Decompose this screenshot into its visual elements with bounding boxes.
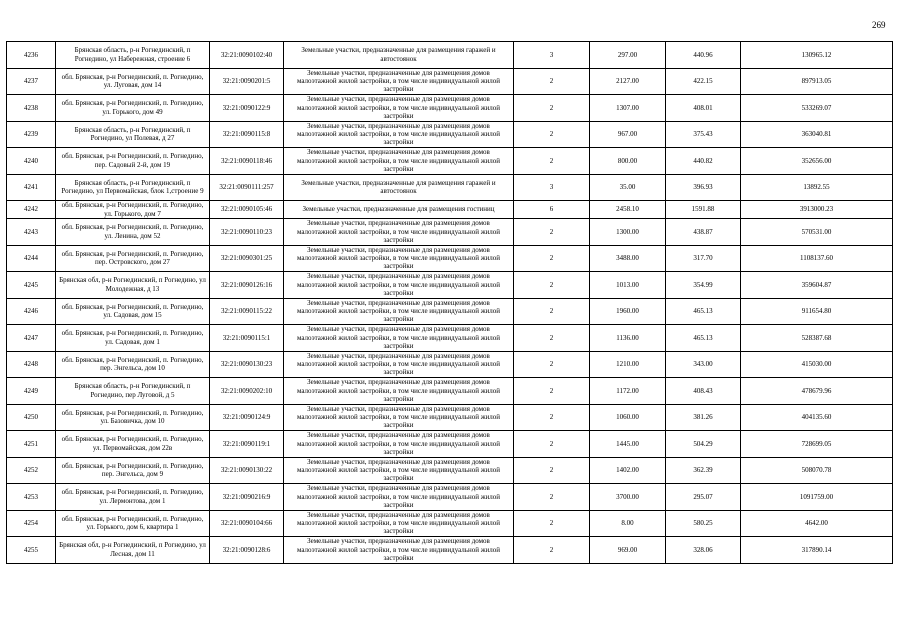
area-cell: 35.00 bbox=[590, 174, 666, 201]
land-use-cell: Земельные участки, предназначенные для размещения гаражей и автостоянок bbox=[284, 42, 514, 69]
group-number-cell: 2 bbox=[514, 404, 590, 431]
table-row bbox=[7, 510, 893, 537]
address-cell: обл. Брянская, р-н Рогнединский, п. Рогнедино, ул. Горького, дом 49 bbox=[56, 95, 210, 122]
cadastral-value-cell: 3913000.23 bbox=[741, 201, 893, 219]
land-use-cell: Земельные участки, предназначенные для размещения домов малоэтажной жилой застройки, в том числе индивидуальной жилой застройки bbox=[284, 351, 514, 378]
area-cell: 1960.00 bbox=[590, 298, 666, 325]
land-use-cell: Земельные участки, предназначенные для размещения домов малоэтажной жилой застройки, в том числе индивидуальной жилой застройки bbox=[284, 68, 514, 95]
cadastral-value-cell: 528387.68 bbox=[741, 325, 893, 352]
row-number-cell: 4236 bbox=[7, 42, 56, 69]
land-use-cell: Земельные участки, предназначенные для размещения гостиниц bbox=[284, 201, 514, 219]
row-number-cell: 4242 bbox=[7, 201, 56, 219]
table-row bbox=[7, 404, 893, 431]
area-cell: 1210.00 bbox=[590, 351, 666, 378]
cadastral-number-cell: 32:21:0090122:9 bbox=[210, 95, 284, 122]
land-use-cell: Земельные участки, предназначенные для размещения домов малоэтажной жилой застройки, в том числе индивидуальной жилой застройки bbox=[284, 272, 514, 299]
cadastral-value-cell: 4642.00 bbox=[741, 510, 893, 537]
cadastral-number-cell: 32:21:0090126:16 bbox=[210, 272, 284, 299]
specific-value-cell: 381.26 bbox=[666, 404, 741, 431]
address-cell: обл. Брянская, р-н Рогнединский, п. Рогнедино, пер. Энгельса, дом 9 bbox=[56, 457, 210, 484]
cadastral-number-cell: 32:21:0090119:1 bbox=[210, 431, 284, 458]
row-number-cell: 4243 bbox=[7, 219, 56, 246]
cadastral-number-cell: 32:21:0090115:22 bbox=[210, 298, 284, 325]
cadastral-value-cell: 570531.00 bbox=[741, 219, 893, 246]
address-cell: обл. Брянская, р-н Рогнединский, п. Рогнедино, ул. Базовичка, дом 10 bbox=[56, 404, 210, 431]
specific-value-cell: 465.13 bbox=[666, 298, 741, 325]
area-cell: 1060.00 bbox=[590, 404, 666, 431]
specific-value-cell: 317.70 bbox=[666, 245, 741, 272]
table-row bbox=[7, 174, 893, 201]
cadastral-value-cell: 897913.05 bbox=[741, 68, 893, 95]
row-number-cell: 4254 bbox=[7, 510, 56, 537]
cadastral-number-cell: 32:21:0090130:22 bbox=[210, 457, 284, 484]
land-use-cell: Земельные участки, предназначенные для размещения домов малоэтажной жилой застройки, в том числе индивидуальной жилой застройки bbox=[284, 325, 514, 352]
land-use-cell: Земельные участки, предназначенные для размещения домов малоэтажной жилой застройки, в том числе индивидуальной жилой застройки bbox=[284, 484, 514, 511]
address-cell: обл. Брянская, р-н Рогнединский, п. Рогнедино, ул. Садовая, дом 1 bbox=[56, 325, 210, 352]
group-number-cell: 2 bbox=[514, 245, 590, 272]
address-cell: Брянская область, р-н Рогнединский, п Рогнедино, пер Луговой, д 5 bbox=[56, 378, 210, 405]
row-number-cell: 4244 bbox=[7, 245, 56, 272]
specific-value-cell: 375.43 bbox=[666, 121, 741, 148]
row-number-cell: 4255 bbox=[7, 537, 56, 564]
row-number-cell: 4251 bbox=[7, 431, 56, 458]
cadastral-value-cell: 508070.78 bbox=[741, 457, 893, 484]
land-use-cell: Земельные участки, предназначенные для размещения домов малоэтажной жилой застройки, в том числе индивидуальной жилой застройки bbox=[284, 219, 514, 246]
table-row bbox=[7, 219, 893, 246]
cadastral-value-cell: 130965.12 bbox=[741, 42, 893, 69]
cadastral-value-cell: 478679.96 bbox=[741, 378, 893, 405]
cadastral-value-cell: 533269.07 bbox=[741, 95, 893, 122]
group-number-cell: 2 bbox=[514, 431, 590, 458]
area-cell: 1172.00 bbox=[590, 378, 666, 405]
group-number-cell: 2 bbox=[514, 95, 590, 122]
area-cell: 969.00 bbox=[590, 537, 666, 564]
cadastral-value-cell: 1091759.00 bbox=[741, 484, 893, 511]
table-row bbox=[7, 457, 893, 484]
cadastral-number-cell: 32:21:0090201:5 bbox=[210, 68, 284, 95]
land-use-cell: Земельные участки, предназначенные для размещения домов малоэтажной жилой застройки, в том числе индивидуальной жилой застройки bbox=[284, 404, 514, 431]
cadastral-number-cell: 32:21:0090102:40 bbox=[210, 42, 284, 69]
table-row bbox=[7, 351, 893, 378]
cadastral-number-cell: 32:21:0090124:9 bbox=[210, 404, 284, 431]
group-number-cell: 2 bbox=[514, 457, 590, 484]
cadastral-value-cell: 404135.60 bbox=[741, 404, 893, 431]
land-use-cell: Земельные участки, предназначенные для размещения домов малоэтажной жилой застройки, в том числе индивидуальной жилой застройки bbox=[284, 245, 514, 272]
address-cell: обл. Брянская, р-н Рогнединский, п. Рогнедино, ул. Лермонтова, дом 1 bbox=[56, 484, 210, 511]
group-number-cell: 2 bbox=[514, 484, 590, 511]
table-row bbox=[7, 298, 893, 325]
row-number-cell: 4241 bbox=[7, 174, 56, 201]
group-number-cell: 2 bbox=[514, 510, 590, 537]
cadastral-number-cell: 32:21:0090216:9 bbox=[210, 484, 284, 511]
row-number-cell: 4252 bbox=[7, 457, 56, 484]
table-row bbox=[7, 325, 893, 352]
land-use-cell: Земельные участки, предназначенные для размещения домов малоэтажной жилой застройки, в том числе индивидуальной жилой застройки bbox=[284, 431, 514, 458]
area-cell: 800.00 bbox=[590, 148, 666, 175]
specific-value-cell: 438.87 bbox=[666, 219, 741, 246]
row-number-cell: 4253 bbox=[7, 484, 56, 511]
address-cell: обл. Брянская, р-н Рогнединский, п. Рогнедино, ул. Садовая, дом 15 bbox=[56, 298, 210, 325]
cadastral-value-cell: 728699.05 bbox=[741, 431, 893, 458]
address-cell: Брянская область, р-н Рогнединский, п Рогнедино, ул Полевая, д 27 bbox=[56, 121, 210, 148]
specific-value-cell: 354.99 bbox=[666, 272, 741, 299]
address-cell: обл. Брянская, р-н Рогнединский, п. Рогнедино, ул. Луговая, дом 14 bbox=[56, 68, 210, 95]
table-row bbox=[7, 245, 893, 272]
table-row bbox=[7, 201, 893, 219]
group-number-cell: 2 bbox=[514, 68, 590, 95]
cadastral-value-cell: 363040.81 bbox=[741, 121, 893, 148]
cadastral-number-cell: 32:21:0090111:257 bbox=[210, 174, 284, 201]
cadastral-value-cell: 317890.14 bbox=[741, 537, 893, 564]
table-body bbox=[7, 42, 893, 564]
land-use-cell: Земельные участки, предназначенные для размещения домов малоэтажной жилой застройки, в том числе индивидуальной жилой застройки bbox=[284, 457, 514, 484]
specific-value-cell: 580.25 bbox=[666, 510, 741, 537]
address-cell: обл. Брянская, р-н Рогнединский, п. Рогнедино, ул. Горького, дом 6, квартира 1 bbox=[56, 510, 210, 537]
area-cell: 1013.00 bbox=[590, 272, 666, 299]
page-number: 269 bbox=[872, 20, 886, 30]
specific-value-cell: 1591.88 bbox=[666, 201, 741, 219]
row-number-cell: 4238 bbox=[7, 95, 56, 122]
group-number-cell: 2 bbox=[514, 219, 590, 246]
group-number-cell: 2 bbox=[514, 325, 590, 352]
cadastral-value-table bbox=[6, 41, 893, 564]
specific-value-cell: 396.93 bbox=[666, 174, 741, 201]
specific-value-cell: 362.39 bbox=[666, 457, 741, 484]
land-use-cell: Земельные участки, предназначенные для размещения домов малоэтажной жилой застройки, в том числе индивидуальной жилой застройки bbox=[284, 378, 514, 405]
specific-value-cell: 408.01 bbox=[666, 95, 741, 122]
group-number-cell: 2 bbox=[514, 298, 590, 325]
specific-value-cell: 465.13 bbox=[666, 325, 741, 352]
area-cell: 1445.00 bbox=[590, 431, 666, 458]
table-row bbox=[7, 484, 893, 511]
cadastral-number-cell: 32:21:0090118:46 bbox=[210, 148, 284, 175]
cadastral-value-cell: 359604.87 bbox=[741, 272, 893, 299]
address-cell: обл. Брянская, р-н Рогнединский, п. Рогнедино, пер. Энгельса, дом 10 bbox=[56, 351, 210, 378]
specific-value-cell: 440.96 bbox=[666, 42, 741, 69]
row-number-cell: 4248 bbox=[7, 351, 56, 378]
cadastral-value-cell: 13892.55 bbox=[741, 174, 893, 201]
table-row bbox=[7, 68, 893, 95]
cadastral-number-cell: 32:21:0090128:6 bbox=[210, 537, 284, 564]
specific-value-cell: 440.82 bbox=[666, 148, 741, 175]
table-row bbox=[7, 148, 893, 175]
cadastral-number-cell: 32:21:0090110:23 bbox=[210, 219, 284, 246]
area-cell: 967.00 bbox=[590, 121, 666, 148]
address-cell: обл. Брянская, р-н Рогнединский, п. Рогнедино, пер. Садовый 2-й, дом 19 bbox=[56, 148, 210, 175]
table-row bbox=[7, 95, 893, 122]
address-cell: Брянская область, р-н Рогнединский, п Рогнедино, ул Первомайская, блок 1,строение 9 bbox=[56, 174, 210, 201]
group-number-cell: 3 bbox=[514, 42, 590, 69]
row-number-cell: 4239 bbox=[7, 121, 56, 148]
table-row bbox=[7, 378, 893, 405]
address-cell: обл. Брянская, р-н Рогнединский, п. Рогнедино, пер. Островского, дом 27 bbox=[56, 245, 210, 272]
group-number-cell: 2 bbox=[514, 148, 590, 175]
cadastral-value-cell: 415030.00 bbox=[741, 351, 893, 378]
address-cell: Брянская область, р-н Рогнединский, п Рогнедино, ул Набережная, строение 6 bbox=[56, 42, 210, 69]
area-cell: 1307.00 bbox=[590, 95, 666, 122]
row-number-cell: 4237 bbox=[7, 68, 56, 95]
group-number-cell: 2 bbox=[514, 351, 590, 378]
land-use-cell: Земельные участки, предназначенные для размещения домов малоэтажной жилой застройки, в том числе индивидуальной жилой застройки bbox=[284, 510, 514, 537]
table-row bbox=[7, 272, 893, 299]
land-use-cell: Земельные участки, предназначенные для размещения домов малоэтажной жилой застройки, в том числе индивидуальной жилой застройки bbox=[284, 121, 514, 148]
area-cell: 1402.00 bbox=[590, 457, 666, 484]
specific-value-cell: 295.07 bbox=[666, 484, 741, 511]
cadastral-value-cell: 352656.00 bbox=[741, 148, 893, 175]
area-cell: 8.00 bbox=[590, 510, 666, 537]
table-row bbox=[7, 431, 893, 458]
cadastral-number-cell: 32:21:0090104:66 bbox=[210, 510, 284, 537]
cadastral-number-cell: 32:21:0090130:23 bbox=[210, 351, 284, 378]
row-number-cell: 4249 bbox=[7, 378, 56, 405]
address-cell: Брянская обл, р-н Рогнединский, п Рогнедино, ул Молодежная, д 13 bbox=[56, 272, 210, 299]
address-cell: Брянская обл, р-н Рогнединский, п Рогнедино, ул Лесная, дом 11 bbox=[56, 537, 210, 564]
specific-value-cell: 422.15 bbox=[666, 68, 741, 95]
group-number-cell: 3 bbox=[514, 174, 590, 201]
area-cell: 1136.00 bbox=[590, 325, 666, 352]
cadastral-value-cell: 911654.80 bbox=[741, 298, 893, 325]
specific-value-cell: 328.06 bbox=[666, 537, 741, 564]
land-use-cell: Земельные участки, предназначенные для размещения домов малоэтажной жилой застройки, в том числе индивидуальной жилой застройки bbox=[284, 298, 514, 325]
cadastral-number-cell: 32:21:0090115:1 bbox=[210, 325, 284, 352]
cadastral-number-cell: 32:21:0090202:10 bbox=[210, 378, 284, 405]
specific-value-cell: 408.43 bbox=[666, 378, 741, 405]
group-number-cell: 2 bbox=[514, 121, 590, 148]
land-use-cell: Земельные участки, предназначенные для размещения домов малоэтажной жилой застройки, в том числе индивидуальной жилой застройки bbox=[284, 537, 514, 564]
row-number-cell: 4246 bbox=[7, 298, 56, 325]
area-cell: 2458.10 bbox=[590, 201, 666, 219]
land-use-cell: Земельные участки, предназначенные для размещения домов малоэтажной жилой застройки, в том числе индивидуальной жилой застройки bbox=[284, 148, 514, 175]
cadastral-number-cell: 32:21:0090105:46 bbox=[210, 201, 284, 219]
address-cell: обл. Брянская, р-н Рогнединский, п. Рогнедино, ул. Первомайская, дом 22в bbox=[56, 431, 210, 458]
cadastral-number-cell: 32:21:0090115:8 bbox=[210, 121, 284, 148]
land-use-cell: Земельные участки, предназначенные для размещения домов малоэтажной жилой застройки, в том числе индивидуальной жилой застройки bbox=[284, 95, 514, 122]
area-cell: 3488.00 bbox=[590, 245, 666, 272]
row-number-cell: 4250 bbox=[7, 404, 56, 431]
group-number-cell: 6 bbox=[514, 201, 590, 219]
table-row bbox=[7, 537, 893, 564]
specific-value-cell: 504.29 bbox=[666, 431, 741, 458]
specific-value-cell: 343.00 bbox=[666, 351, 741, 378]
table-row bbox=[7, 42, 893, 69]
cadastral-number-cell: 32:21:0090301:25 bbox=[210, 245, 284, 272]
area-cell: 3700.00 bbox=[590, 484, 666, 511]
cadastral-value-cell: 1108137.60 bbox=[741, 245, 893, 272]
table-row bbox=[7, 121, 893, 148]
area-cell: 1300.00 bbox=[590, 219, 666, 246]
group-number-cell: 2 bbox=[514, 537, 590, 564]
group-number-cell: 2 bbox=[514, 272, 590, 299]
address-cell: обл. Брянская, р-н Рогнединский, п. Рогнедино, ул. Ленина, дом 52 bbox=[56, 219, 210, 246]
group-number-cell: 2 bbox=[514, 378, 590, 405]
row-number-cell: 4245 bbox=[7, 272, 56, 299]
area-cell: 2127.00 bbox=[590, 68, 666, 95]
area-cell: 297.00 bbox=[590, 42, 666, 69]
land-use-cell: Земельные участки, предназначенные для размещения гаражей и автостоянок bbox=[284, 174, 514, 201]
row-number-cell: 4247 bbox=[7, 325, 56, 352]
row-number-cell: 4240 bbox=[7, 148, 56, 175]
address-cell: обл. Брянская, р-н Рогнединский, п. Рогнедино, ул. Горького, дом 7 bbox=[56, 201, 210, 219]
